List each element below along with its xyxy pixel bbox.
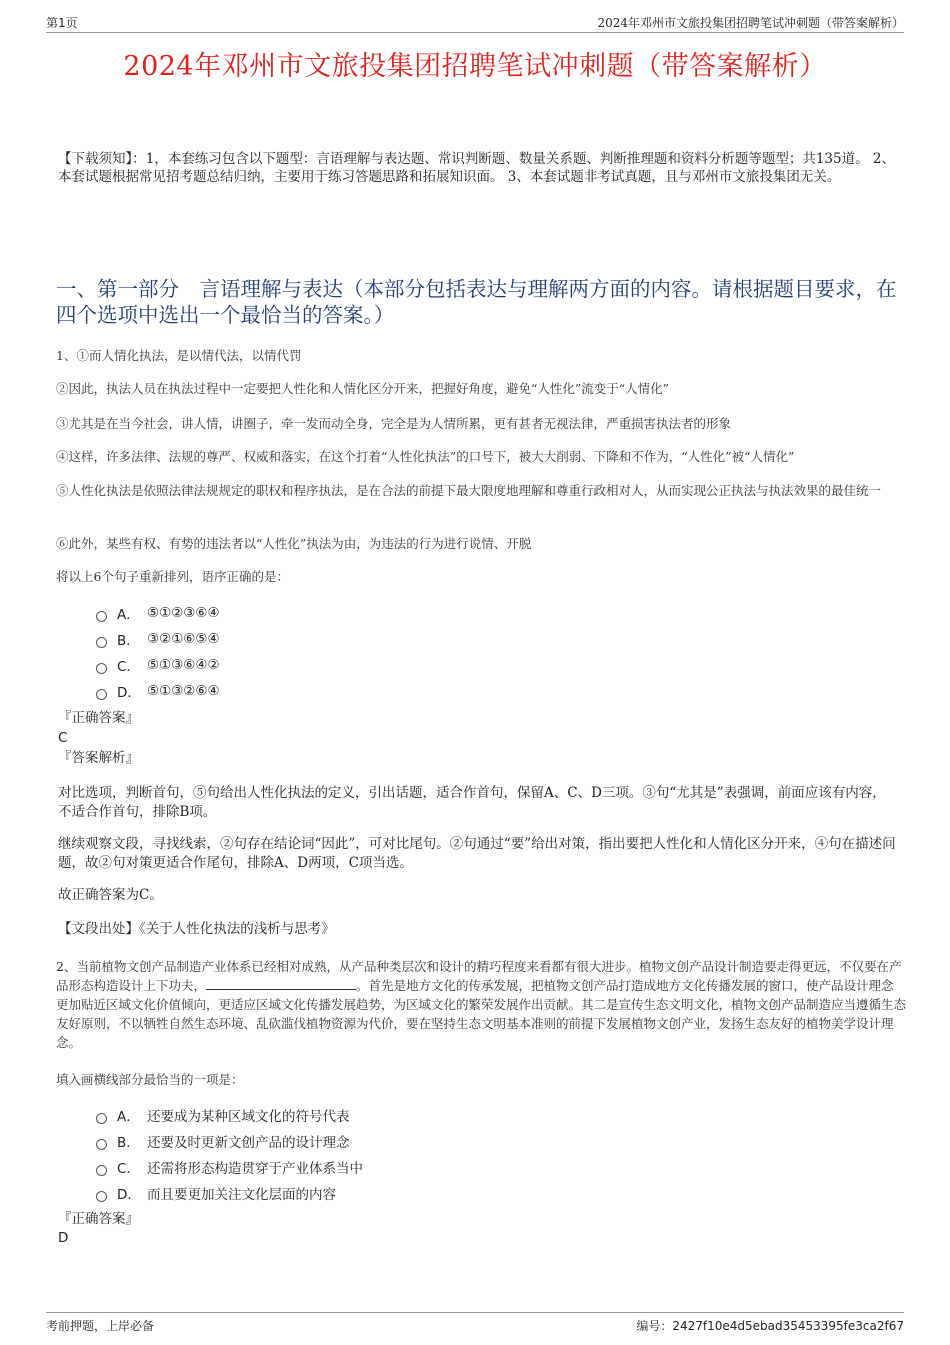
q1-sentence-2: ②因此，执法人员在执法过程中一定要把人性化和人情化区分开来，把握好角度，避免“人性化”流变于“人情化” [56, 381, 670, 396]
radio-icon[interactable] [96, 1113, 107, 1124]
q2-option-c[interactable]: C． 还需将形态构造贯穿于产业体系当中 [96, 1154, 363, 1180]
q1-analysis-2: 继续观察文段，寻找线索，②句存在结论词“因此”，可对比尾句。②句通过“要”给出对策，指出要把人性化和人情化区分开来，④句在描述问题，故②句对策更适合作尾句，排除A、D两项，C项当选。 [58, 836, 896, 871]
page-header [46, 14, 904, 33]
q1-sentence-3: ③尤其是在当今社会，讲人情，讲圈子，牵一发而动全身，完全是为人情所累，更有甚者无视法律，严重损害执法者的形象 [56, 416, 732, 431]
radio-icon[interactable] [96, 689, 107, 700]
q1-answer-heading: 『正确答案』 [58, 710, 139, 726]
page-number: 第1页 [46, 16, 78, 30]
radio-icon[interactable] [96, 611, 107, 622]
radio-icon[interactable] [96, 637, 107, 648]
q2-options [96, 1102, 363, 1206]
radio-icon[interactable] [96, 1139, 107, 1150]
q2-answer-heading: 『正确答案』 [58, 1211, 139, 1227]
q1-options [96, 600, 220, 704]
radio-icon[interactable] [96, 663, 107, 674]
q1-sentence-5: ⑤人性化执法是依照法律法规规定的职权和程序执法，是在合法的前提下最大限度地理解和尊重行政相对人，从而实现公正执法与执法效果的最佳统一 [56, 483, 882, 498]
answer-blank [206, 977, 356, 990]
q2-stem: 2、当前植物文创产品制造产业体系已经相对成熟，从产品种类层次和设计的精巧程度来看都有很大进步。植物文创产品设计制造要走得更远，不仅要在产品形态构造设计上下功夫， 。首先是地方文化的传承发展，把植物文创产品打造成地方文化传播发展的窗口，使产品设计理念更加贴近区域文化价值倾向，更适应区域文化传播发展趋势，为区域文化的繁荣发展作出贡献。其二是宣传生态文明文化，植物文创产品制造应当遵循生态友好原则，不以牺牲自然生态环境、乱砍滥伐植物资源为代价，要在坚持生态文明基本准则的前提下发展植物文创产业，发扬生态友好的植物美学设计理念。 [56, 959, 907, 1050]
q1-sentence-6: ⑥此外，某些有权、有势的违法者以“人性化”执法为由，为违法的行为进行说情、开脱 [56, 536, 532, 551]
q2-option-a[interactable]: A． 还要成为某种区域文化的符号代表 [96, 1102, 363, 1128]
q1-source: 【文段出处】《关于人性化执法的浅析与思考》 [58, 921, 335, 937]
q1-answer: C [58, 730, 68, 746]
page-footer [46, 1312, 904, 1333]
section-heading: 一、第一部分 言语理解与表达（本部分包括表达与理解两方面的内容。请根据题目要求，在四个选项中选出一个最恰当的答案。） [56, 277, 897, 327]
q1-option-d[interactable]: D． ⑤①③②⑥④ [96, 678, 220, 704]
footer-slogan: 考前押题，上岸必备 [46, 1319, 155, 1333]
q1-prompt: 将以上6个句子重新排列，语序正确的是： [56, 569, 289, 584]
q1-option-a[interactable]: A． ⑤①②③⑥④ [96, 600, 220, 626]
page-title: 2024年邓州市文旅投集团招聘笔试冲刺题（带答案解析） [123, 51, 827, 82]
header-doc-title: 2024年邓州市文旅投集团招聘笔试冲刺题（带答案解析） [597, 16, 904, 30]
q1-sentence-4: ④这样，许多法律、法规的尊严、权威和落实，在这个打着“人性化执法”的口号下，被大大削弱、下降和不作为，“人性化”被“人情化” [56, 449, 795, 464]
download-notice: 【下载须知】：1，本套练习包含以下题型：言语理解与表达题、常识判断题、数量关系题、判断推理题和资料分析题等题型；共135道。 2、本套试题根据常见招考题总结归纳，主要用于练习答题思路和拓展知识面。 3、本套试题非考试真题，且与邓州市文旅投集团无关。 [58, 151, 895, 185]
radio-icon[interactable] [96, 1165, 107, 1176]
radio-icon[interactable] [96, 1191, 107, 1202]
q1-analysis-heading: 『答案解析』 [58, 750, 139, 766]
q2-option-b[interactable]: B． 还要及时更新文创产品的设计理念 [96, 1128, 363, 1154]
q1-option-c[interactable]: C． ⑤①③⑥④② [96, 652, 220, 678]
q2-answer: D [58, 1230, 69, 1246]
footer-serial: 编号：2427f10e4d5ebad35453395fe3ca2f67 [636, 1319, 904, 1333]
q2-option-d[interactable]: D． 而且要更加关注文化层面的内容 [96, 1180, 363, 1206]
q1-analysis-1: 对比选项，判断首句，⑤句给出人性化执法的定义，引出话题，适合作首句，保留A、C、D三项。③句“尤其是”表强调，前面应该有内容，不适合作首句，排除B项。 [58, 785, 886, 820]
q2-prompt: 填入画横线部分最恰当的一项是： [56, 1072, 244, 1087]
q1-analysis-3: 故正确答案为C。 [58, 887, 163, 903]
q1-option-b[interactable]: B． ③②①⑥⑤④ [96, 626, 220, 652]
q1-sentence-1: 1、①而人情化执法，是以情代法，以情代罚 [56, 348, 302, 363]
